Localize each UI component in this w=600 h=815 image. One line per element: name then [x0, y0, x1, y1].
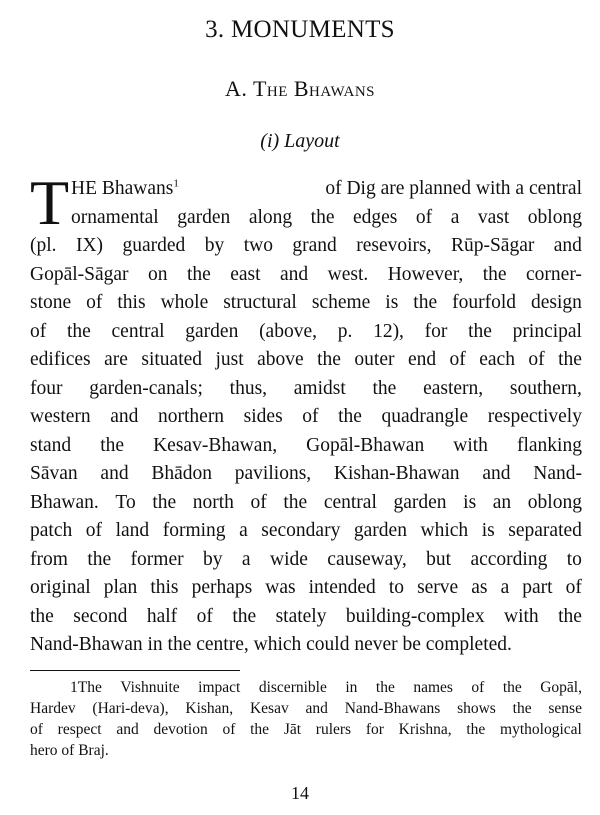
word: to — [388, 577, 405, 598]
word: western — [30, 406, 91, 427]
section-title: A. The Bhawans — [224, 76, 376, 101]
body-line-text: Nand-Bhawan in the centre, which could never be completed. — [30, 634, 512, 655]
word: design — [531, 292, 582, 313]
word: To — [115, 491, 136, 513]
word: the — [310, 206, 335, 228]
word: the — [375, 679, 395, 696]
word: part — [522, 577, 553, 598]
word: west. — [327, 263, 369, 285]
word: is — [481, 520, 495, 541]
word: Gopāl-Bhawan — [306, 434, 425, 456]
word: are — [104, 349, 128, 370]
word: by — [204, 235, 225, 256]
body-line — [30, 318, 582, 347]
word: but — [426, 548, 452, 570]
word: for — [365, 721, 384, 738]
word: the — [250, 721, 270, 738]
word: vast — [477, 206, 510, 228]
word: the — [66, 320, 91, 342]
footnote-line — [30, 719, 582, 740]
word: to — [566, 548, 582, 570]
word: the — [512, 700, 532, 717]
word: stone — [30, 292, 72, 313]
word: the — [100, 434, 125, 456]
word: Vishnuite — [120, 679, 180, 696]
word: the — [558, 349, 582, 370]
body-line — [30, 261, 582, 290]
word: Rūp-Sāgar — [450, 235, 535, 256]
body-line — [30, 603, 582, 632]
subsection-title: (i) Layout — [260, 130, 340, 152]
word: the — [317, 349, 341, 370]
word: the — [468, 320, 492, 342]
word: the — [466, 721, 486, 738]
body-line — [30, 517, 582, 546]
word: a — [450, 206, 460, 228]
word: oblong — [527, 206, 582, 228]
word: above — [257, 349, 304, 370]
word: of — [302, 406, 319, 427]
word: stately — [275, 605, 327, 627]
body-line — [30, 175, 582, 204]
body-line — [30, 460, 582, 489]
word: garden-canals; — [89, 377, 203, 399]
word: of — [471, 679, 485, 696]
page-number: 14 — [291, 783, 309, 803]
word: of — [415, 206, 433, 228]
word: northern — [158, 406, 225, 427]
word: Kesav-Bhawan, — [153, 434, 278, 456]
word: serve — [417, 577, 459, 598]
word: which — [420, 520, 469, 541]
word: north — [192, 491, 234, 513]
word: situated — [141, 349, 203, 370]
word: garden — [393, 491, 447, 513]
word: Gopāl, — [540, 679, 582, 696]
word: garden — [185, 320, 239, 342]
body-line — [30, 432, 582, 461]
body-line — [30, 574, 582, 603]
word: a — [239, 520, 248, 541]
word: respectively — [487, 406, 582, 427]
word: an — [492, 491, 512, 513]
word: patch — [30, 520, 73, 541]
word: original — [30, 577, 91, 598]
word: sides — [243, 406, 283, 427]
word: Kesav — [249, 700, 289, 717]
word: fourfold — [452, 292, 517, 313]
body-line — [30, 375, 582, 404]
word: the — [232, 605, 257, 627]
word: IX) — [75, 235, 104, 256]
body-line — [30, 346, 582, 375]
word: four — [30, 377, 63, 399]
word: the — [152, 491, 177, 513]
word: resevoirs, — [356, 235, 432, 256]
word: and — [110, 406, 139, 427]
word: (pl. — [30, 235, 57, 256]
word: wide — [269, 548, 308, 570]
word: building-complex — [345, 605, 485, 627]
word: Bhādon — [151, 463, 213, 484]
word: the — [338, 406, 362, 427]
word: guarded — [122, 235, 186, 256]
word: oblong — [527, 491, 582, 513]
word: was — [265, 577, 296, 598]
word: half — [146, 605, 178, 627]
word: and — [100, 463, 129, 484]
word: amidst — [293, 377, 346, 399]
word: each — [479, 349, 515, 370]
word: central — [111, 320, 165, 342]
word: central — [323, 491, 377, 513]
word: corner- — [526, 263, 582, 285]
word: southern, — [509, 377, 582, 399]
word: the — [372, 377, 397, 399]
word: Kishan, — [185, 700, 234, 717]
word: the — [87, 548, 112, 570]
body-line-start — [71, 175, 179, 204]
body-line — [30, 546, 582, 575]
word: ornamental — [71, 206, 159, 228]
word: is — [463, 491, 477, 513]
word: Kishan-Bhawan — [333, 463, 460, 484]
word: the — [482, 263, 507, 285]
word: land — [115, 520, 150, 541]
word: a — [500, 577, 510, 598]
word: a — [241, 548, 251, 570]
word: and — [116, 721, 139, 738]
word: with — [453, 434, 488, 456]
word: of — [449, 349, 466, 370]
word: principal — [512, 320, 582, 342]
word: discernible — [258, 679, 327, 696]
word: quadrangle — [381, 406, 469, 427]
word: Hardev — [30, 700, 76, 717]
word: garden — [177, 206, 231, 228]
word: thus, — [229, 377, 268, 399]
body-paragraph — [30, 167, 582, 660]
word: and — [482, 463, 511, 484]
word: of — [528, 349, 545, 370]
word: the — [558, 605, 582, 627]
word: devotion — [153, 721, 208, 738]
word: perhaps — [191, 577, 253, 598]
footnote-line — [30, 698, 582, 719]
word: Gopāl-Sāgar — [30, 263, 129, 285]
word: Bhawan. — [30, 491, 99, 513]
word: separated — [508, 520, 582, 541]
word: rulers — [315, 721, 352, 738]
word: is — [385, 292, 399, 313]
body-line — [30, 489, 582, 518]
word: and — [280, 263, 309, 285]
word: the — [30, 605, 54, 627]
word: impact — [198, 679, 241, 696]
body-line — [30, 631, 582, 660]
word: of — [250, 491, 267, 513]
word: as — [471, 577, 488, 598]
chapter-title: 3. MONUMENTS — [205, 16, 395, 43]
body-line — [30, 403, 582, 432]
word: (Hari-deva), — [92, 700, 169, 717]
word: garden — [353, 520, 407, 541]
word: on — [148, 263, 168, 285]
first-line-end-text: of Dig are planned with a central — [325, 178, 582, 199]
word: Jāt — [283, 721, 302, 738]
footnote-divider — [30, 670, 240, 671]
footnote-line-text: hero of Braj. — [30, 742, 109, 759]
word: shows — [457, 700, 496, 717]
word: of — [30, 320, 47, 342]
word: p. — [337, 320, 353, 342]
word: plan — [103, 577, 138, 598]
word: pavilions, — [234, 463, 312, 484]
word: of — [565, 577, 582, 598]
word: the — [186, 263, 211, 285]
body-line — [30, 204, 582, 233]
word: intended — [308, 577, 376, 598]
word: whole — [160, 292, 209, 313]
word: according — [470, 548, 548, 570]
body-line — [30, 289, 582, 318]
word: east — [230, 263, 261, 285]
word: and — [305, 700, 328, 717]
word: former — [130, 548, 184, 570]
word: causeway, — [327, 548, 407, 570]
word: of — [222, 721, 236, 738]
word: names — [413, 679, 453, 696]
word: end — [407, 349, 437, 370]
word: and — [553, 235, 582, 256]
word: scheme — [311, 292, 371, 313]
word: from — [30, 548, 68, 570]
word: of — [30, 721, 43, 738]
body-line — [30, 232, 582, 261]
footnote-reference: 1 — [173, 177, 179, 190]
word: the — [502, 679, 522, 696]
word: with — [504, 605, 539, 627]
word: sense — [548, 700, 582, 717]
word: outer — [354, 349, 395, 370]
word: of — [85, 520, 103, 541]
word: by — [203, 548, 223, 570]
word: secondary — [261, 520, 341, 541]
word: in — [345, 679, 358, 696]
word: for — [424, 320, 448, 342]
word: the — [413, 292, 438, 313]
footnote — [30, 677, 582, 761]
word: this — [150, 577, 179, 598]
word: just — [215, 349, 244, 370]
word: edges — [353, 206, 398, 228]
word: of — [86, 292, 103, 313]
word: Krishna, — [398, 721, 452, 738]
footnote-line — [30, 740, 582, 761]
word: edifices — [30, 349, 91, 370]
first-line-start-text: HE Bhawans — [71, 178, 174, 199]
word: respect — [57, 721, 102, 738]
word: (above, — [259, 320, 317, 342]
word: grand — [292, 235, 337, 256]
word: forming — [162, 520, 226, 541]
word: two — [243, 235, 273, 256]
word: 12), — [373, 320, 404, 342]
word: eastern, — [423, 377, 484, 399]
word: Nand- — [533, 463, 582, 484]
word: stand — [30, 434, 72, 456]
word: this — [117, 292, 146, 313]
word: 1The — [70, 679, 102, 696]
word: However, — [387, 263, 464, 285]
drop-cap: T — [30, 167, 70, 238]
word: Sāvan — [30, 463, 78, 484]
word: of — [196, 605, 213, 627]
word: the — [283, 491, 308, 513]
word: second — [73, 605, 128, 627]
word: structural — [223, 292, 297, 313]
word: mythological — [500, 721, 582, 738]
word: flanking — [516, 434, 582, 456]
footnote-line — [30, 677, 582, 698]
word: Nand-Bhawans — [344, 700, 441, 717]
word: along — [248, 206, 293, 228]
